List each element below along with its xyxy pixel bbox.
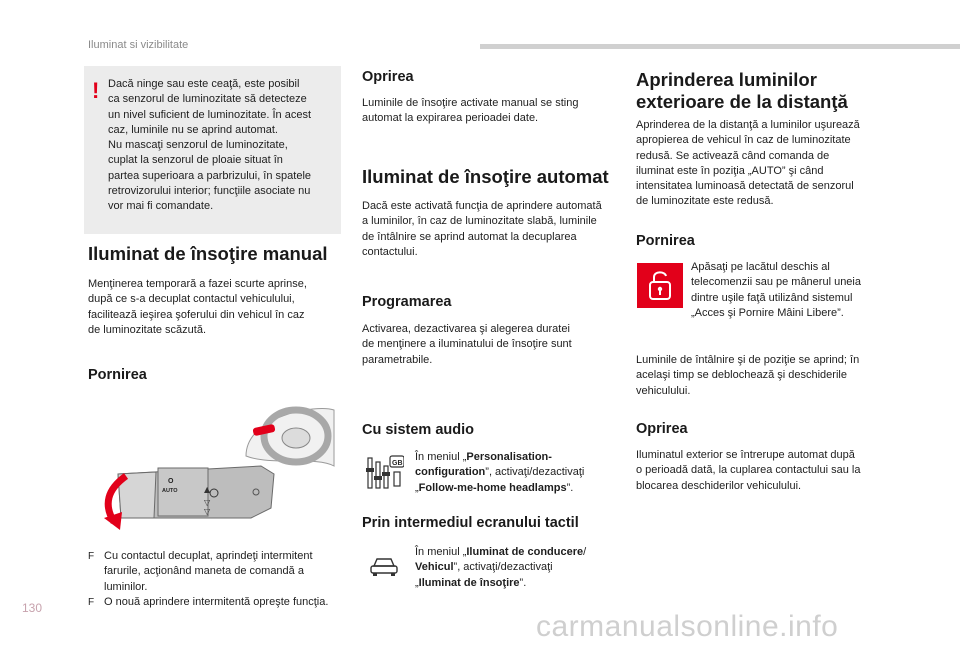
steering-wheel-icon	[246, 409, 334, 466]
remote-after-text: Luminile de întâlnire şi de poziţie se aprind; în acelaşi timp se deblochează şi deschiderile vehiculului.	[636, 354, 860, 397]
manual-start-heading: Pornirea	[88, 367, 147, 383]
warning-mark-icon: !	[92, 78, 100, 103]
svg-text:▽: ▽	[204, 498, 211, 507]
auto-follow-me-title: Iluminat de însoţire automat	[362, 166, 609, 187]
lighting-stalk-icon	[96, 396, 342, 536]
remote-start-heading: Pornirea	[636, 233, 695, 249]
svg-text:GB: GB	[392, 460, 403, 467]
svg-text:▲: ▲	[204, 485, 211, 494]
section-title: Iluminat si vizibilitate	[88, 39, 189, 51]
programming-heading: Programarea	[362, 294, 452, 310]
remote-stop-heading: Oprirea	[636, 421, 688, 437]
remote-stop-text: Iluminatul exterior se întrerupe automat după o perioadă dată, la cuplarea contactului sau la blocarea deschiderilor vehiculului.	[636, 449, 861, 492]
manual-stop-heading: Oprirea	[362, 69, 414, 85]
manual-bullets	[88, 549, 343, 610]
touchscreen-heading: Prin intermediul ecranului tactil	[362, 515, 579, 531]
car-icon	[368, 556, 400, 578]
remote-start-text: Apăsaţi pe lacătul deschis al telecomenzii sau pe mânerul uneia dintre uşile faţă utilizând sistemul „Acces şi Pornire Mâini Libere”.	[691, 261, 861, 319]
auto-text: Dacă este activată funcţia de aprindere automată a luminilor, în caz de luminozitate slabă, luminile de întâlnire se aprind automat la decuplarea contactului.	[362, 200, 602, 258]
remote-lighting-intro: Aprinderea de la distanţă a luminilor uşurează apropierea de vehicul în caz de luminozitate redusă. Se activează când comanda de iluminat este în poziţia „AUTO” şi când intensitatea luminoasă detectată de senzorul de luminozitate este redusă.	[636, 119, 860, 208]
manual-intro: Menţinerea temporară a fazei scurte aprinse, după ce s-a decuplat contactul vehiculului, facilitează ieşirea şoferului din vehicul în caz de luminozitate scăzută.	[88, 278, 307, 336]
bullet-mark: F	[88, 596, 95, 608]
bullet-item: F O nouă aprindere intermitentă opreşte funcţia.	[88, 595, 343, 610]
touchscreen-text: În meniul „Iluminat de conducere/ Vehicul”, activaţi/dezactivaţi „Iluminat de însoţire”.	[415, 546, 587, 589]
programming-text: Activarea, dezactivarea şi alegerea duratei de menţinere a iluminatului de însoţire sunt parametrabile.	[362, 323, 572, 366]
audio-heading: Cu sistem audio	[362, 422, 474, 438]
manual-follow-me-title: Iluminat de însoţire manual	[88, 243, 328, 264]
audio-settings-icon	[366, 454, 404, 490]
manual-stop-text: Luminile de însoţire activate manual se sting automat la expirarea perioadei date.	[362, 97, 579, 125]
audio-text: În meniul „Personalisation- configuration”, activaţi/dezactivaţi „Follow-me-home headlamps”.	[415, 451, 585, 494]
svg-text:▽: ▽	[204, 507, 211, 516]
stalk-label-o: O	[168, 478, 174, 485]
page-number: 130	[22, 601, 43, 615]
remote-lighting-title: Aprinderea luminilor exterioare de la distanţă	[636, 69, 848, 112]
warning-text: Dacă ninge sau este ceaţă, este posibil ca senzorul de luminozitate să detecteze un nivel suficient de luminozitate. În acest caz, luminile nu se aprind automat. Nu mascaţi senzorul de luminozitate, cuplat la senzorul de ploaie situat în partea superioara a parbrizului, în spatele retrovizorului interior; funcţiile asociate nu vor mai fi comandate.	[108, 78, 312, 213]
bullet-mark: F	[88, 551, 95, 562]
unlock-icon	[637, 263, 683, 308]
stalk-label-auto: AUTO	[162, 488, 178, 494]
bullet-item: F Cu contactul decuplat, aprindeţi intermitent farurile, acţionând maneta de comandă a luminilor.	[88, 550, 313, 593]
watermark: carmanualsonline.info	[536, 610, 839, 643]
header-bar	[480, 44, 960, 49]
